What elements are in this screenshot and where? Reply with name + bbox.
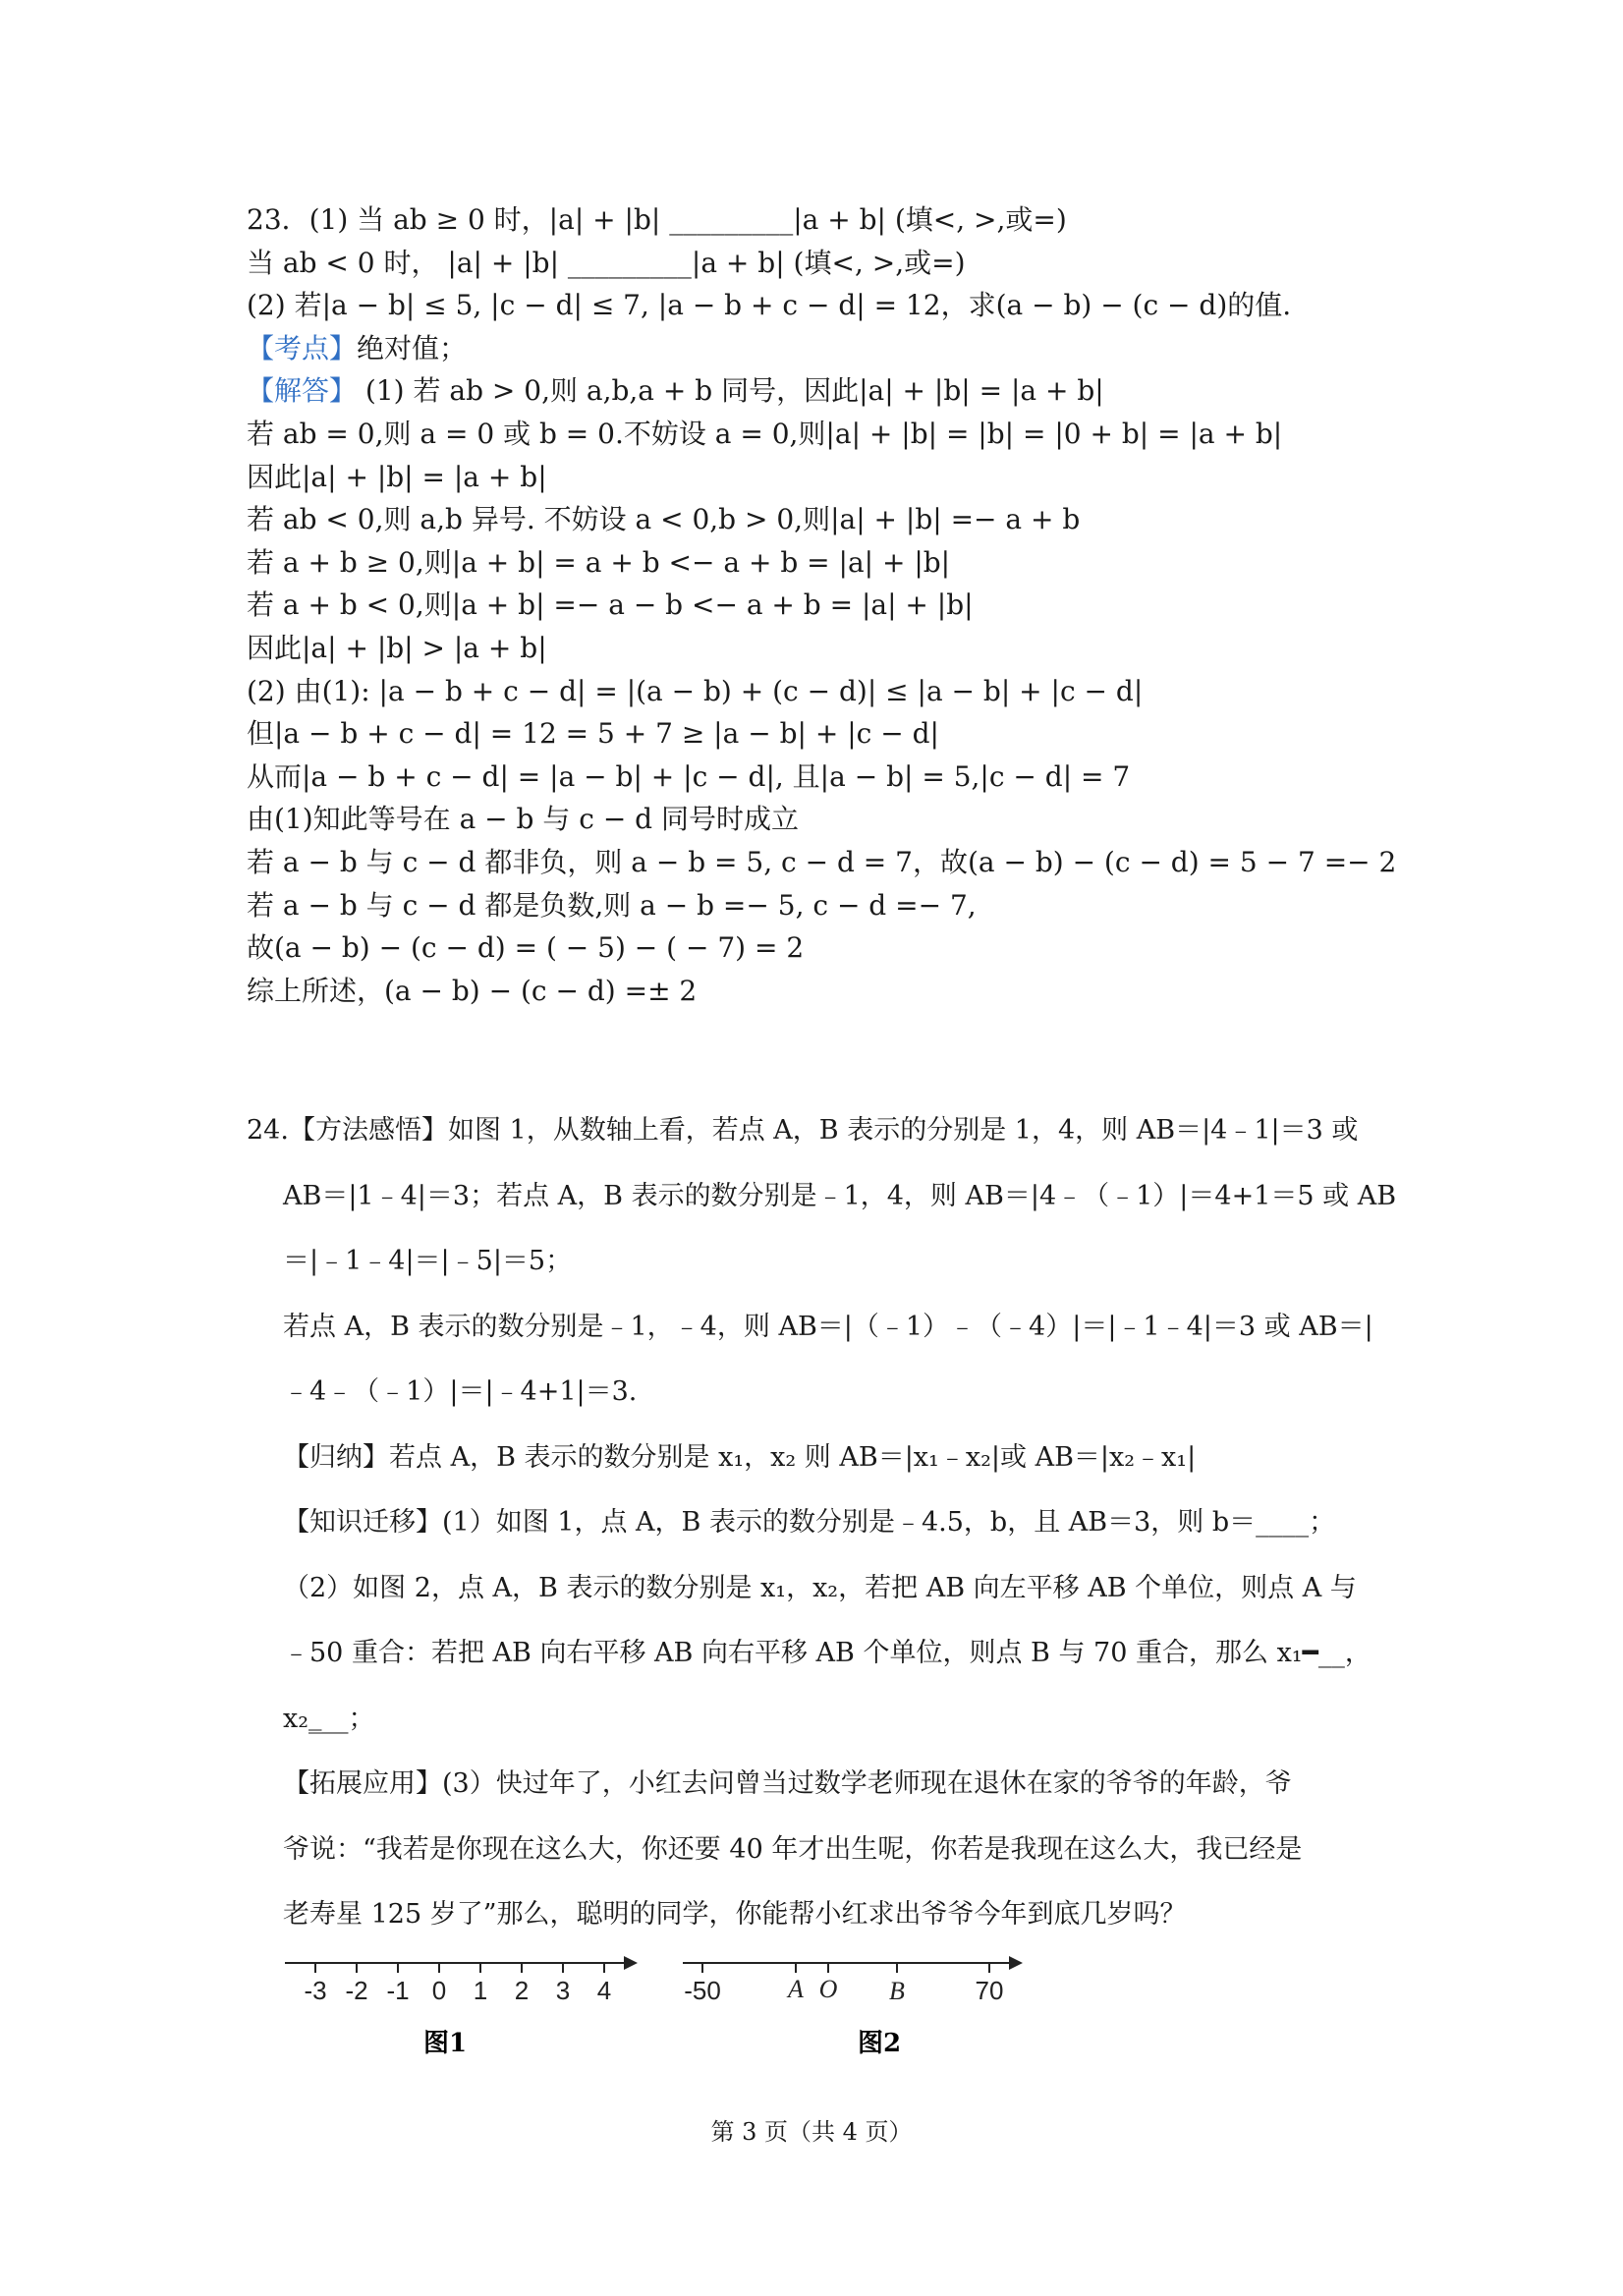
kaodian-text: 绝对值； xyxy=(357,331,468,364)
solution-line: 从而|a − b + c − d| = |a − b| + |c − d|, 且|a − b| = 5,|c − d| = 7 xyxy=(247,759,1131,793)
fig1-tick-label: 0 xyxy=(431,1976,447,2005)
solution-line: 故(a − b) − (c − d) = ( − 5) − ( − 7) = 2 xyxy=(247,931,805,965)
q24-line: 24.【方法感悟】如图 1，从数轴上看，若点 A，B 表示的分别是 1，4，则 AB＝|4﹣1|＝3 或 xyxy=(247,1115,1359,1146)
fig1-tick-label: -3 xyxy=(304,1976,327,2005)
q24-line: 老寿星 125 岁了”那么，聪明的同学，你能帮小红求出爷爷今年到底几岁吗？ xyxy=(283,1899,1187,1930)
fig1-tick-label: 3 xyxy=(555,1976,571,2005)
fig2-label: O xyxy=(818,1975,838,2003)
number-line-figures xyxy=(280,1943,1046,2061)
solution-line: 若 a − b 与 c − d 都是负数,则 a − b =− 5, c − d =− 7, xyxy=(247,888,977,922)
solution-line: 若 a + b < 0,则|a + b| =− a − b <− a + b = |a| + |b| xyxy=(247,588,974,622)
q24-line: 爷说：“我若是你现在这么大，你还要 40 年才出生呢，你若是我现在这么大，我已经是 xyxy=(283,1833,1303,1865)
page-footer: 第 3 页（共 4 页） xyxy=(710,2118,913,2146)
q24-line: ﹣4﹣（﹣1）|＝|﹣4+1|＝3. xyxy=(283,1376,638,1407)
kaodian-line xyxy=(247,327,1426,370)
jieda-tag: 【解答】 xyxy=(247,374,358,408)
fig1-arrow xyxy=(624,1956,638,1970)
question-23 xyxy=(247,198,1426,1012)
fig1-tick-label: 1 xyxy=(473,1976,488,2005)
fig2-caption: 图2 xyxy=(857,2029,902,2058)
fig1-tick-label: 4 xyxy=(596,1976,612,2005)
question-24 xyxy=(247,1098,1406,1948)
solution-line: 若 a + b ≥ 0,则|a + b| = a + b <− a + b = |a| + |b| xyxy=(247,545,951,579)
solution-line: 综上所述，(a − b) − (c − d) =± 2 xyxy=(247,974,698,1007)
figure-1 xyxy=(285,1956,638,2058)
fig2-label: -50 xyxy=(684,1976,721,2005)
q23-line-3: (2) 若|a − b| ≤ 5, |c − d| ≤ 7, |a − b + c − d| = 12，求(a − b) − (c − d)的值. xyxy=(247,289,1292,322)
solution-line: 若 ab = 0,则 a = 0 或 b = 0.不妨设 a = 0,则|a| + |b| = |b| = |0 + b| = |a + b| xyxy=(247,417,1283,450)
kaodian-tag: 【考点】 xyxy=(247,331,358,364)
jieda-first: (1) 若 ab > 0,则 a,b,a + b 同号，因此|a| + |b| = |a + b| xyxy=(357,374,1104,408)
solution-line: 若 ab < 0,则 a,b 异号. 不妨设 a < 0,b > 0,则|a| + |b| =− a + b xyxy=(247,503,1081,536)
fig1-tick-label: -1 xyxy=(386,1976,410,2005)
q24-line: x₂‗__； xyxy=(283,1703,375,1734)
solution-line: 但|a − b + c − d| = 12 = 5 + 7 ≥ |a − b| + |c − d| xyxy=(247,717,939,751)
q24-line: AB＝|1﹣4|＝3；若点 A，B 表示的数分别是﹣1，4，则 AB＝|4﹣（﹣1）|＝4+1＝5 或 AB xyxy=(283,1180,1397,1211)
q23-line-2: 当 ab < 0 时， |a| + |b| _________|a + b| (填<, >,或=) xyxy=(247,246,966,279)
q24-line: ﹣50 重合：若把 AB 向右平移 AB 向右平移 AB 个单位，则点 B 与 70 重合，那么 x₁━__， xyxy=(283,1638,1371,1668)
q24-line: （2）如图 2，点 A，B 表示的数分别是 x₁，x₂，若把 AB 向左平移 AB 个单位，则点 A 与 xyxy=(283,1572,1357,1603)
fig2-label: A xyxy=(788,1975,804,2003)
solution-line: (2) 由(1): |a − b + c − d| = |(a − b) + (c − d)| ≤ |a − b| + |c − d| xyxy=(247,674,1144,707)
solution-line: 若 a − b 与 c − d 都非负，则 a − b = 5, c − d = 7，故(a − b) − (c − d) = 5 − 7 =− 2 xyxy=(247,845,1397,878)
fig2-label: 70 xyxy=(975,1976,1004,2005)
fig1-tick-label: -2 xyxy=(345,1976,368,2005)
q24-line: 【拓展应用】(3）快过年了，小红去问曾当过数学老师现在退休在家的爷爷的年龄，爷 xyxy=(283,1768,1292,1799)
fig2-arrow xyxy=(1009,1956,1023,1970)
fig1-tick-label: 2 xyxy=(514,1976,530,2005)
figure-2 xyxy=(683,1956,1023,2058)
q24-line: ＝|﹣1﹣4|＝|﹣5|＝5； xyxy=(283,1246,573,1276)
q24-line: 若点 A，B 表示的数分别是﹣1，﹣4，则 AB＝|（﹣1）﹣（﹣4）|＝|﹣1﹣4|＝3 或 AB＝| xyxy=(283,1311,1373,1342)
solution-line: 由(1)知此等号在 a − b 与 c − d 同号时成立 xyxy=(247,803,800,836)
q23-line-1: 23．(1) 当 ab ≥ 0 时，|a| + |b| _________|a + b| (填<, >,或=) xyxy=(247,203,1067,236)
q24-line: 【知识迁移】(1）如图 1，点 A，B 表示的数分别是﹣4.5，b，且 AB＝3，则 b＝____； xyxy=(283,1507,1336,1538)
q24-line: 【归纳】若点 A，B 表示的数分别是 x₁，x₂ 则 AB＝|x₁﹣x₂|或 AB＝|x₂﹣x₁| xyxy=(283,1441,1197,1473)
jieda-line xyxy=(247,369,1426,413)
solution-line: 因此|a| + |b| > |a + b| xyxy=(247,631,547,664)
fig2-label: B xyxy=(889,1977,905,2005)
fig1-caption: 图1 xyxy=(422,2029,468,2058)
fig2-ticks xyxy=(702,1963,989,1973)
solution-line: 因此|a| + |b| = |a + b| xyxy=(247,460,547,493)
fig1-ticks xyxy=(315,1963,604,1973)
